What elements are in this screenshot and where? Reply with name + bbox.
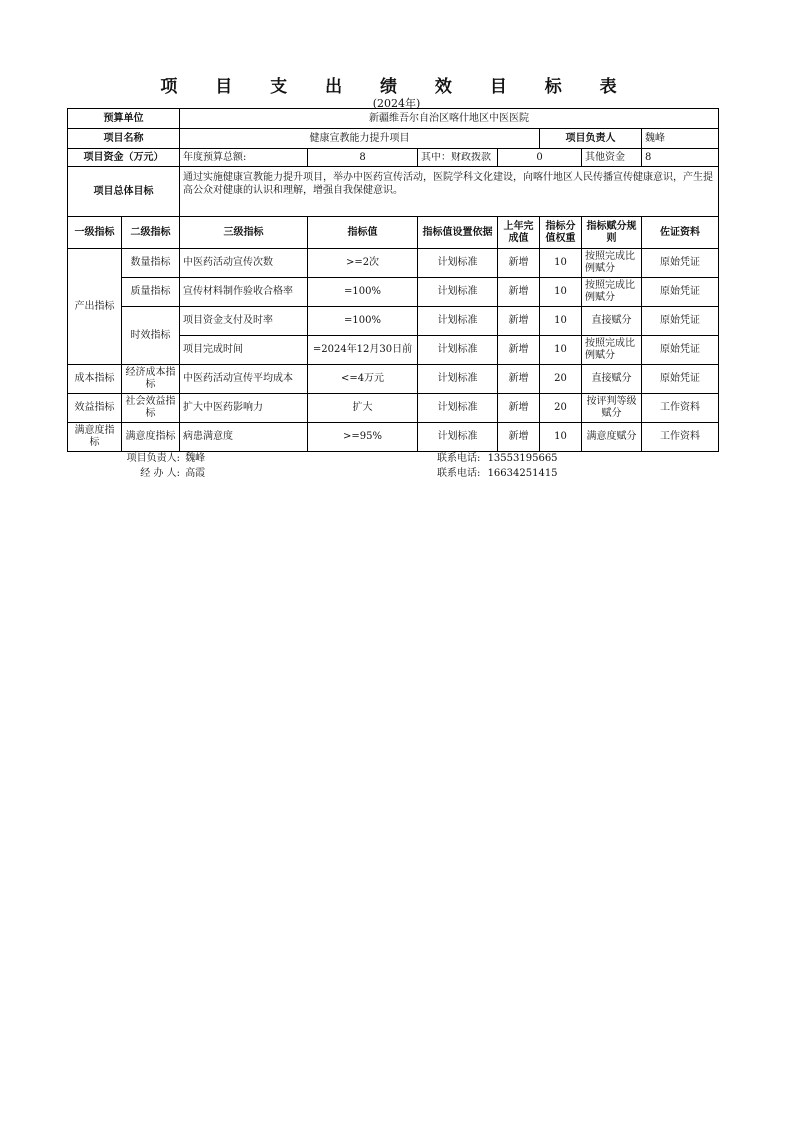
project-name-row	[68, 129, 719, 149]
scoring-rule: 按照完成比例赋分	[582, 278, 642, 307]
prev-year-value: 新增	[498, 307, 540, 336]
col-header-value: 指标值	[308, 217, 418, 249]
level3-indicator: 病患满意度	[180, 423, 308, 452]
leader-phone: 13553195665	[487, 453, 558, 464]
prev-year-value: 新增	[498, 365, 540, 394]
fiscal-label-text: 其中：财政拨款	[421, 152, 491, 163]
budget-unit-value: 新疆维吾尔自治区喀什地区中医医院	[180, 109, 719, 129]
evidence: 原始凭证	[642, 249, 719, 278]
level3-indicator: 中医药活动宣传次数	[180, 249, 308, 278]
subgroup-satisfaction: 满意度指标	[122, 423, 180, 452]
other-funds-label: 其他资金	[582, 149, 642, 167]
level3-indicator: 项目完成时间	[180, 336, 308, 365]
group-cost: 成本指标	[68, 365, 122, 394]
performance-target-table	[67, 108, 719, 452]
annual-budget-value: 8	[308, 149, 418, 167]
annual-budget-label: 年度预算总额:	[180, 149, 308, 167]
leader-value: 魏峰	[185, 453, 206, 464]
scoring-rule: 按评判等级赋分	[582, 394, 642, 423]
col-header-level2: 二级指标	[122, 217, 180, 249]
scoring-rule: 按照完成比例赋分	[582, 249, 642, 278]
indicator-value: >=95%	[308, 423, 418, 452]
evidence: 原始凭证	[642, 336, 719, 365]
indicator-value: >=2次	[308, 249, 418, 278]
level3-indicator: 扩大中医药影响力	[180, 394, 308, 423]
project-leader-value: 魏峰	[642, 129, 719, 149]
fiscal-label	[418, 149, 498, 167]
indicator-weight: 10	[540, 278, 582, 307]
overall-goal-text: 通过实施健康宣教能力提升项目，举办中医药宣传活动，医院学科文化建设，向喀什地区人民传播宣传健康意识，产生提高公众对健康的认识和理解，增强自我保健意识。	[180, 167, 719, 217]
subgroup-economic-cost: 经济成本指标	[122, 365, 180, 394]
overall-goal-label: 项目总体目标	[68, 167, 180, 217]
column-header-row	[68, 217, 719, 249]
subgroup-social-benefit: 社会效益指标	[122, 394, 180, 423]
indicator-weight: 20	[540, 394, 582, 423]
project-name-value: 健康宣教能力提升项目	[180, 129, 540, 149]
fiscal-value: 0	[498, 149, 582, 167]
funds-label: 项目资金（万元）	[68, 149, 180, 167]
level3-indicator: 中医药活动宣传平均成本	[180, 365, 308, 394]
indicator-basis: 计划标准	[418, 278, 498, 307]
funds-row	[68, 149, 719, 167]
col-header-level3: 三级指标	[180, 217, 308, 249]
handler-phone-line	[437, 467, 558, 480]
indicator-weight: 10	[540, 307, 582, 336]
evidence: 原始凭证	[642, 365, 719, 394]
indicator-value: =2024年12月30日前	[308, 336, 418, 365]
handler-label: 经 办 人:	[140, 468, 180, 479]
subgroup-quantity: 数量指标	[122, 249, 180, 278]
handler-value: 高霞	[185, 468, 206, 479]
handler-signature-line	[112, 467, 205, 480]
scoring-rule: 满意度赋分	[582, 423, 642, 452]
table-row	[68, 307, 719, 336]
evidence: 工作资料	[642, 423, 719, 452]
project-name-label: 项目名称	[68, 129, 180, 149]
indicator-weight: 10	[540, 423, 582, 452]
table-row	[68, 249, 719, 278]
col-header-evidence: 佐证资料	[642, 217, 719, 249]
leader-phone-label: 联系电话:	[437, 453, 481, 464]
col-header-level1: 一级指标	[68, 217, 122, 249]
indicator-weight: 10	[540, 249, 582, 278]
prev-year-value: 新增	[498, 249, 540, 278]
indicator-value: 扩大	[308, 394, 418, 423]
handler-phone: 16634251415	[487, 468, 558, 479]
leader-label: 项目负责人:	[126, 453, 180, 464]
group-benefit: 效益指标	[68, 394, 122, 423]
indicator-weight: 10	[540, 336, 582, 365]
col-header-prev: 上年完成值	[498, 217, 540, 249]
indicator-value: <=4万元	[308, 365, 418, 394]
indicator-value: =100%	[308, 307, 418, 336]
level3-indicator: 宣传材料制作验收合格率	[180, 278, 308, 307]
indicator-value: =100%	[308, 278, 418, 307]
prev-year-value: 新增	[498, 278, 540, 307]
col-header-rule: 指标赋分规则	[582, 217, 642, 249]
scoring-rule: 按照完成比例赋分	[582, 336, 642, 365]
handler-phone-label: 联系电话:	[437, 468, 481, 479]
level3-indicator: 项目资金支付及时率	[180, 307, 308, 336]
col-header-basis: 指标值设置依据	[418, 217, 498, 249]
subgroup-quality: 质量指标	[122, 278, 180, 307]
indicator-weight: 20	[540, 365, 582, 394]
table-row	[68, 365, 719, 394]
indicator-basis: 计划标准	[418, 423, 498, 452]
table-row	[68, 423, 719, 452]
evidence: 工作资料	[642, 394, 719, 423]
overall-goal-row	[68, 167, 719, 217]
indicator-basis: 计划标准	[418, 249, 498, 278]
budget-unit-row	[68, 109, 719, 129]
budget-unit-label: 预算单位	[68, 109, 180, 129]
indicator-basis: 计划标准	[418, 394, 498, 423]
indicator-basis: 计划标准	[418, 365, 498, 394]
indicator-basis: 计划标准	[418, 307, 498, 336]
group-output: 产出指标	[68, 249, 122, 365]
project-leader-label: 项目负责人	[540, 129, 642, 149]
table-row	[68, 278, 719, 307]
leader-phone-line	[437, 452, 558, 465]
subgroup-timeliness: 时效指标	[122, 307, 180, 365]
prev-year-value: 新增	[498, 423, 540, 452]
prev-year-value: 新增	[498, 336, 540, 365]
table-row	[68, 394, 719, 423]
evidence: 原始凭证	[642, 278, 719, 307]
leader-signature-line	[112, 452, 205, 465]
scoring-rule: 直接赋分	[582, 307, 642, 336]
col-header-weight: 指标分值权重	[540, 217, 582, 249]
year-label: (2024年)	[372, 97, 421, 110]
page-title: 项 目 支 出 绩 效 目 标 表	[160, 77, 633, 97]
group-satisfaction: 满意度指标	[68, 423, 122, 452]
scoring-rule: 直接赋分	[582, 365, 642, 394]
indicator-basis: 计划标准	[418, 336, 498, 365]
other-funds-value: 8	[642, 149, 719, 167]
evidence: 原始凭证	[642, 307, 719, 336]
prev-year-value: 新增	[498, 394, 540, 423]
